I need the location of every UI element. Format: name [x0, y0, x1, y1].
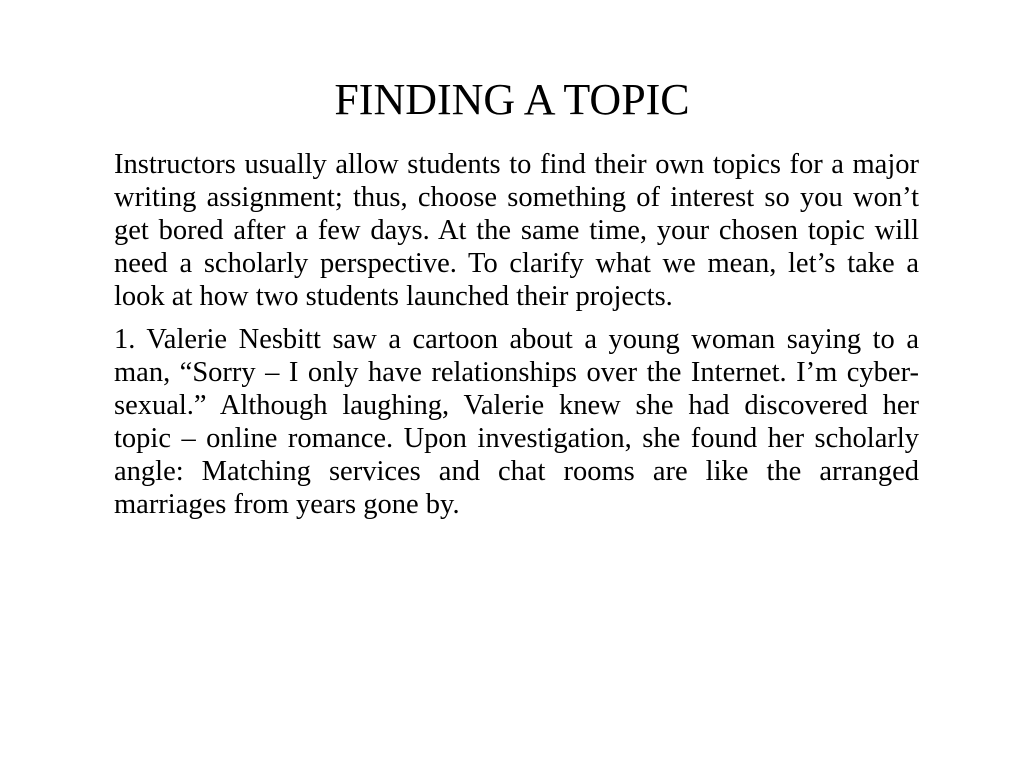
slide-title: FINDING A TOPIC [334, 75, 690, 124]
paragraph-intro: Instructors usually allow students to find their own topics for a major writing assignment; thus, choose something of interest so you won’t get bored after a few days. At the same time, your chosen topic will need a scholarly perspective. To clarify what we mean, let’s take a look at how two students launched their projects. [114, 149, 919, 312]
paragraph-example-1: 1. Valerie Nesbitt saw a cartoon about a young woman saying to a man, “Sorry – I only have relationships over the Internet. I’m cyber-sexual.” Although laughing, Valerie knew she had discovered her topic – online romance. Upon investigation, she found her scholarly angle: Matching services and chat rooms are like the arranged marriages from years gone by. [114, 324, 919, 520]
slide-body [114, 148, 919, 531]
